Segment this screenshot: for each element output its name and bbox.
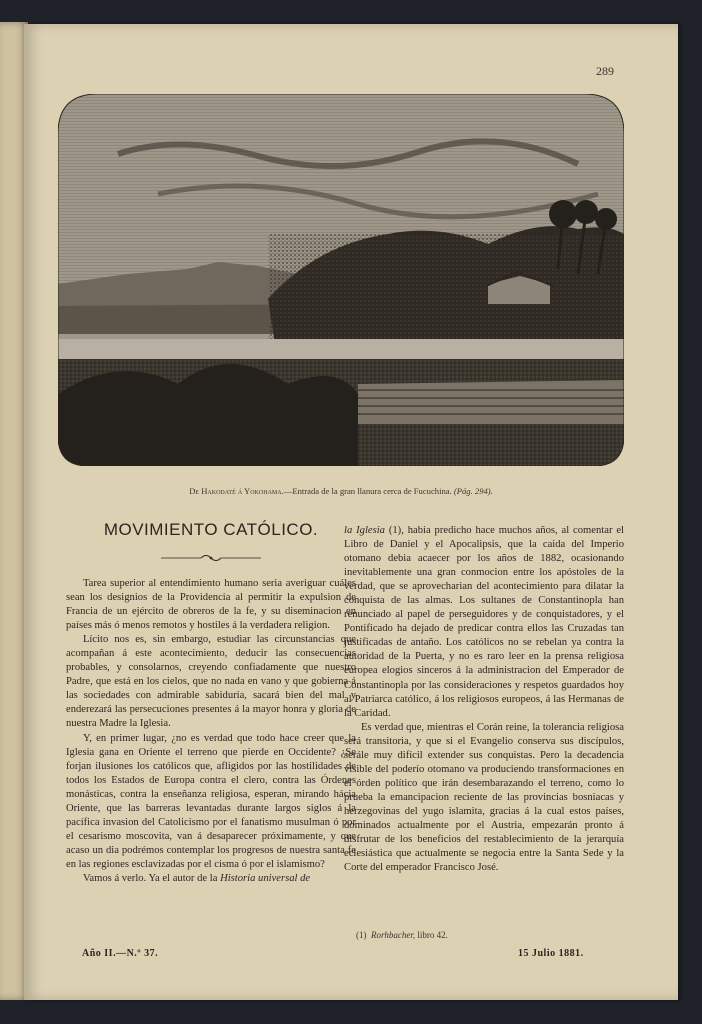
book-title: la Iglesia	[344, 525, 385, 536]
article-paragraph-continued	[66, 872, 356, 886]
article-title: MOVIMIENTO CATÓLICO.	[103, 520, 319, 539]
landscape-engraving	[58, 94, 624, 466]
footnote-author: Rorhbacher,	[371, 930, 416, 940]
footnote-mark: (1)	[356, 930, 367, 940]
article-paragraph-continuation	[344, 524, 624, 721]
decorative-flourish-icon	[156, 552, 266, 564]
article-column-right	[344, 524, 624, 875]
issue-date: 15 Julio 1881.	[518, 948, 584, 959]
paragraph-text: (1), habia predicho hace muchos años, al comentar el Libro de Daniel y el Apocalipsis, que la caida del Imperio otomano debia acaecer por los años de 1882, ocasionando inevitablemente una gran conmocion entre los apóstoles de la verdad, que se aprovecharian del acontecimiento para dilatar la conquista de las almas. Los sultanes de Constantinopla han renunciado al papel de perseguidores y de conquistadores, y el Pontificado ha dejado de predicar contra ellos las Cruzadas tan justificadas de antaño. Los católicos no se rebelan ya contra la autoridad de la Puerta, y no es raro leer en la prensa religiosa europea elogios sinceros á la administracion del Emperador de Constantinopla por las consideraciones y respetos guardados hoy al Patriarca católico, á los religiosos europeos, á las Hermanas de la Caridad.	[344, 525, 624, 719]
illustration-caption	[58, 486, 624, 496]
caption-page-ref: (Pág. 294).	[453, 486, 493, 496]
footnote	[356, 930, 448, 940]
caption-text: —Entrada de la gran llanura cerca de Fucuchina.	[283, 486, 452, 496]
article-paragraph: Es verdad que, mientras el Corán reine, la tolerancia religiosa será transitoria, y que si el Evangelio conserva sus discípulos, serále muy difícil extender sus conquistas. Pero la decadencia visible del poderío otomano va produciendo transformaciones en el órden político que irán desembarazando el terreno, como lo prueba la emancipacion reciente de las provincias bosniacas y herzegovinas del yugo islamita, gracias á la cual estos países, dominados actualmente por el Austria, empezarán pronto á disfrutar de los beneficios del restablecimiento de la jerarquía eclesiástica que actualmente se negocia entre la Santa Sede y la Corte del emperador Francisco José.	[344, 721, 624, 874]
article-paragraph: Lícito nos es, sin embargo, estudiar las circunstancias que acompañan á este acontecimiento, deducir las consecuencias probables, y consolarnos, creyendo confiadamente que nuestro Padre, que está en los cielos, que no nada en vano y que gobierna á las sociedades con admirable sabiduría, sacará bien del mal y enderezará las persecuciones presentes á la mayor honra y gloria de nuestra Madre la Iglesia.	[66, 634, 356, 730]
book-title: Historia universal de	[220, 872, 311, 884]
caption-place: De Hakodaté á Yokohama.	[189, 486, 284, 496]
article-paragraph: Tarea superior al entendimiento humano seria averiguar cuáles sean los designios de la Providencia al permitir la expulsion de Francia de un ejército de obreros de la fe, y su diseminacion en países más ó menos remotos y hostiles á la verdadera religion.	[66, 578, 356, 632]
page-number: 289	[596, 64, 614, 78]
magazine-page	[24, 24, 678, 1000]
paragraph-text: Vamos á verlo. Ya el autor de la	[82, 872, 218, 884]
issue-number: Año II.—N.º 37.	[82, 948, 159, 959]
article-column-left	[66, 577, 356, 886]
footnote-reference: libro 42.	[417, 930, 448, 940]
article-paragraph: Y, en primer lugar, ¿no es verdad que todo hace creer que la Iglesia gana en Oriente el terreno que pierde en Occidente? ¿Se forjan ilusiones los católicos que, afligidos por las hostilidades de todos los Estados de Europa contra el clero, contra las Órdenes monásticas, contra la enseñanza religiosa, esperan, mirando hácia Oriente, que las barreras levantadas durante largos siglos á la pacífica invasion del Catolicismo por el fanatismo musulman ó por el cesarismo moscovita, van á desaparecer próximamente, y que acaso un dia podrémos contemplar los progresos de nuestra santa fe en las regiones esclavizadas por el cisma ó por el islamismo?	[66, 732, 356, 870]
